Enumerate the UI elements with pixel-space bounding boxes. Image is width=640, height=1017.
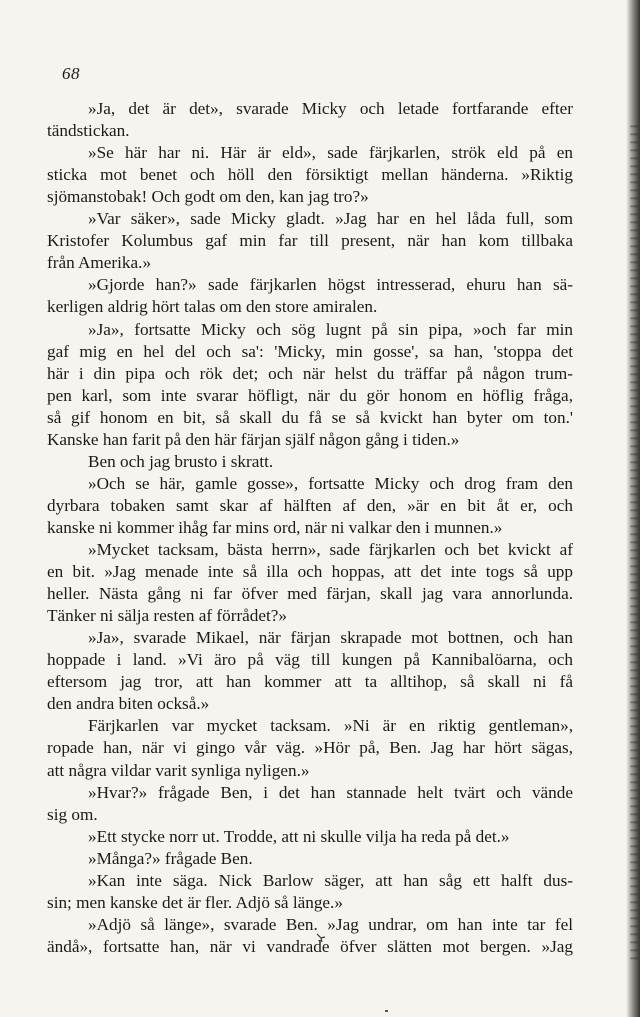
text-line: Tänker ni sälja resten af förrådet?»	[47, 606, 288, 626]
text-line: så gif honom en bit, så skall du få se så kvickt han byter om ton.'	[47, 407, 573, 427]
text-line: »Adjö så länge», svarade Ben. »Jag undrar, om han inte tar fel	[88, 914, 573, 934]
text-line: »Och se här, gamle gosse», fortsatte Micky och drog fram den	[88, 473, 573, 493]
page-number: 68	[62, 64, 80, 83]
ink-speck	[385, 1010, 388, 1012]
text-line: kanske ni kommer ihåg far mins ord, när ni valkar den i munnen.»	[47, 517, 503, 537]
page-edge-texture	[630, 120, 638, 960]
text-line: sin; men kanske det är fler. Adjö så länge.»	[47, 892, 343, 912]
text-line: »Hvar?» frågade Ben, i det han stannade helt tvärt och vände	[88, 782, 573, 802]
text-line: pen karl, som inte svarar höfligt, när du gör honom en höflig fråga,	[47, 385, 573, 405]
text-line: »Se här har ni. Här är eld», sade färjkarlen, strök eld på en	[88, 143, 573, 163]
text-line: heller. Nästa gång ni far öfver med färjan, skall jag vara annorlunda.	[47, 584, 573, 604]
text-line: sticka mot benet och höll den försiktigt mellan händerna. »Riktig	[47, 165, 573, 185]
text-line: »Ja, det är det», svarade Micky och letade fortfarande efter	[88, 99, 573, 118]
text-line: dyrbara tobaken samt skar af hälften af den, »är en bit åt er, och	[47, 495, 573, 515]
text-line: »Kan inte säga. Nick Barlow säger, att han såg ett halft dus-	[88, 870, 573, 890]
text-line: ändå», fortsatte han, när vi vandrade öfver slätten mot bergen. »Jag	[47, 936, 573, 956]
text-line: sjömanstobak! Och godt om den, kan jag tro?»	[47, 187, 369, 207]
text-line: eftersom jag tror, att han kommer att ta alltihop, så skall ni få	[47, 672, 573, 692]
text-line: tändstickan.	[47, 121, 130, 141]
text-line: »Mycket tacksam, bästa herrn», sade färjkarlen och bet kvickt af	[88, 540, 573, 559]
text-line: Ben och jag brusto i skratt.	[88, 451, 274, 471]
text-line: att några vildar varit synliga nyligen.»	[47, 760, 310, 780]
text-line: kerligen aldrig hört talas om den store amiralen.	[47, 297, 378, 317]
text-line: ropade han, när vi gingo vår väg. »Hör på, Ben. Jag har hört sägas,	[47, 738, 573, 758]
text-line: »Ja», svarade Mikael, när färjan skrapade mot bottnen, och han	[88, 628, 573, 648]
text-line: gaf mig en hel del och sa': 'Micky, min gosse', sa han, 'stoppa det	[47, 341, 573, 361]
text-line: Kristofer Kolumbus gaf min far till present, när han kom tillbaka	[47, 231, 573, 251]
text-line: här i din pipa och rök det; och när helst du träffar på någon trum-	[47, 363, 573, 383]
text-line: hoppade i land. »Vi äro på väg till kungen på Kannibalöarna, och	[47, 650, 573, 670]
text-line: »Gjorde han?» sade färjkarlen högst intresserad, ehuru han sä-	[88, 275, 573, 295]
text-line: »Ja», fortsatte Micky och sög lugnt på sin pipa, »och far min	[88, 319, 573, 339]
text-line: »Många?» frågade Ben.	[88, 848, 253, 868]
text-line: »Var säker», sade Micky gladt. »Jag har en hel låda full, som	[88, 209, 573, 229]
text-line: sig om.	[47, 804, 98, 824]
text-line: Färjkarlen var mycket tacksam. »Ni är en riktig gentleman»,	[88, 716, 573, 736]
text-line: den andra biten också.»	[47, 694, 210, 714]
printer-mark-icon	[316, 933, 326, 943]
text-line: Kanske han farit på den här färjan själf någon gång i tiden.»	[47, 429, 460, 449]
text-line: en bit. »Jag menade inte så illa och hoppas, att det inte togs så upp	[47, 562, 573, 582]
text-line: från Amerika.»	[47, 253, 152, 273]
text-line: »Ett stycke norr ut. Trodde, att ni skulle vilja ha reda på det.»	[88, 826, 510, 846]
